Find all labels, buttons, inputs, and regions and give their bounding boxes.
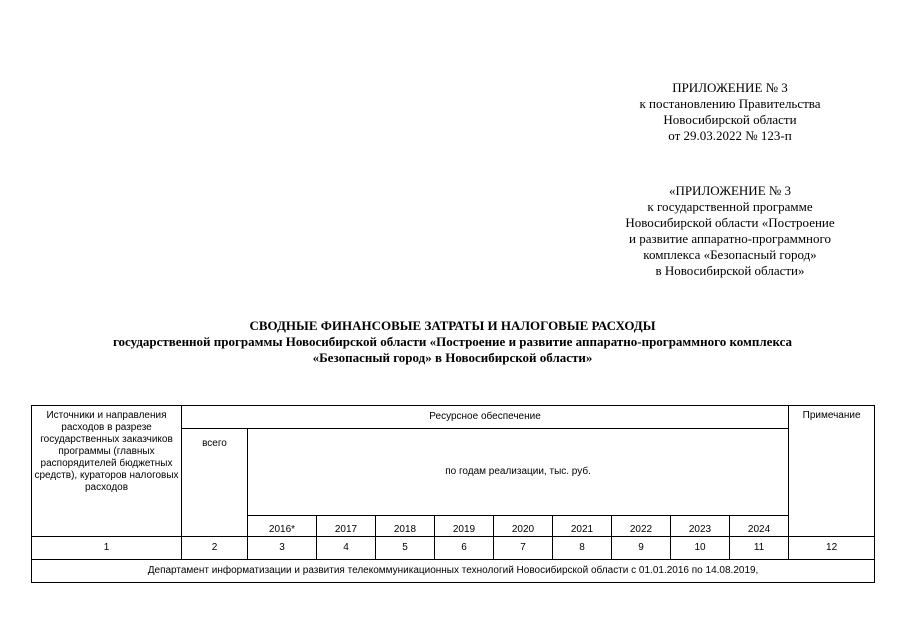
column-number-cell: 1: [32, 537, 182, 560]
header-year-cell: 2021: [553, 516, 612, 537]
header-resources-cell: Ресурсное обеспечение: [182, 406, 789, 429]
header-note-cell: Примечание: [789, 406, 875, 537]
appendix1-line: Новосибирской области: [663, 112, 797, 127]
title-line-2: государственной программы Новосибирской области «Построение и развитие аппаратно-программного комплекса: [112, 334, 793, 349]
title-line-3: «Безопасный город» в Новосибирской области»: [312, 350, 593, 365]
column-number-row: [32, 537, 875, 560]
appendix-resolution-header: [580, 80, 880, 144]
header-total-cell: всего: [182, 429, 248, 537]
appendix2-line: комплекса «Безопасный город»: [643, 247, 817, 262]
department-row: [32, 560, 875, 583]
appendix1-line: к постановлению Правительства: [639, 96, 821, 111]
title-line-1: СВОДНЫЕ ФИНАНСОВЫЕ ЗАТРАТЫ И НАЛОГОВЫЕ РАСХОДЫ: [249, 318, 656, 333]
header-year-cell: 2019: [435, 516, 494, 537]
column-number-cell: 3: [248, 537, 317, 560]
appendix-program-header: [580, 183, 880, 279]
appendix1-line: от 29.03.2022 № 123-п: [668, 128, 792, 143]
header-year-cell: 2017: [317, 516, 376, 537]
department-cell: Департамент информатизации и развития телекоммуникационных технологий Новосибирской области с 01.01.2016 по 14.08.2019,: [32, 560, 875, 583]
header-year-cell: 2024: [730, 516, 789, 537]
header-year-cell: 2022: [612, 516, 671, 537]
column-number-cell: 8: [553, 537, 612, 560]
appendix2-line: к государственной программе: [647, 199, 813, 214]
header-source-cell: Источники и направления расходов в разрезе государственных заказчиков программы (главных распорядителей бюджетных средств), кураторов налоговых расходов: [32, 406, 182, 537]
header-year-cell: 2023: [671, 516, 730, 537]
column-number-cell: 2: [182, 537, 248, 560]
header-year-cell: 2016*: [248, 516, 317, 537]
document-title: [0, 318, 905, 366]
column-number-cell: 4: [317, 537, 376, 560]
header-year-cell: 2018: [376, 516, 435, 537]
column-number-cell: 9: [612, 537, 671, 560]
header-by-years-cell: по годам реализации, тыс. руб.: [248, 429, 789, 516]
column-number-cell: 11: [730, 537, 789, 560]
appendix1-line: ПРИЛОЖЕНИЕ № 3: [672, 80, 788, 95]
column-number-cell: 7: [494, 537, 553, 560]
appendix2-line: «ПРИЛОЖЕНИЕ № 3: [668, 183, 792, 198]
appendix2-line: Новосибирской области «Построение: [625, 215, 835, 230]
column-number-cell: 6: [435, 537, 494, 560]
header-year-cell: 2020: [494, 516, 553, 537]
financial-table: [31, 405, 875, 583]
column-number-cell: 12: [789, 537, 875, 560]
column-number-cell: 5: [376, 537, 435, 560]
appendix2-line: и развитие аппаратно-программного: [628, 231, 832, 246]
column-number-cell: 10: [671, 537, 730, 560]
appendix2-line: в Новосибирской области»: [655, 263, 805, 278]
